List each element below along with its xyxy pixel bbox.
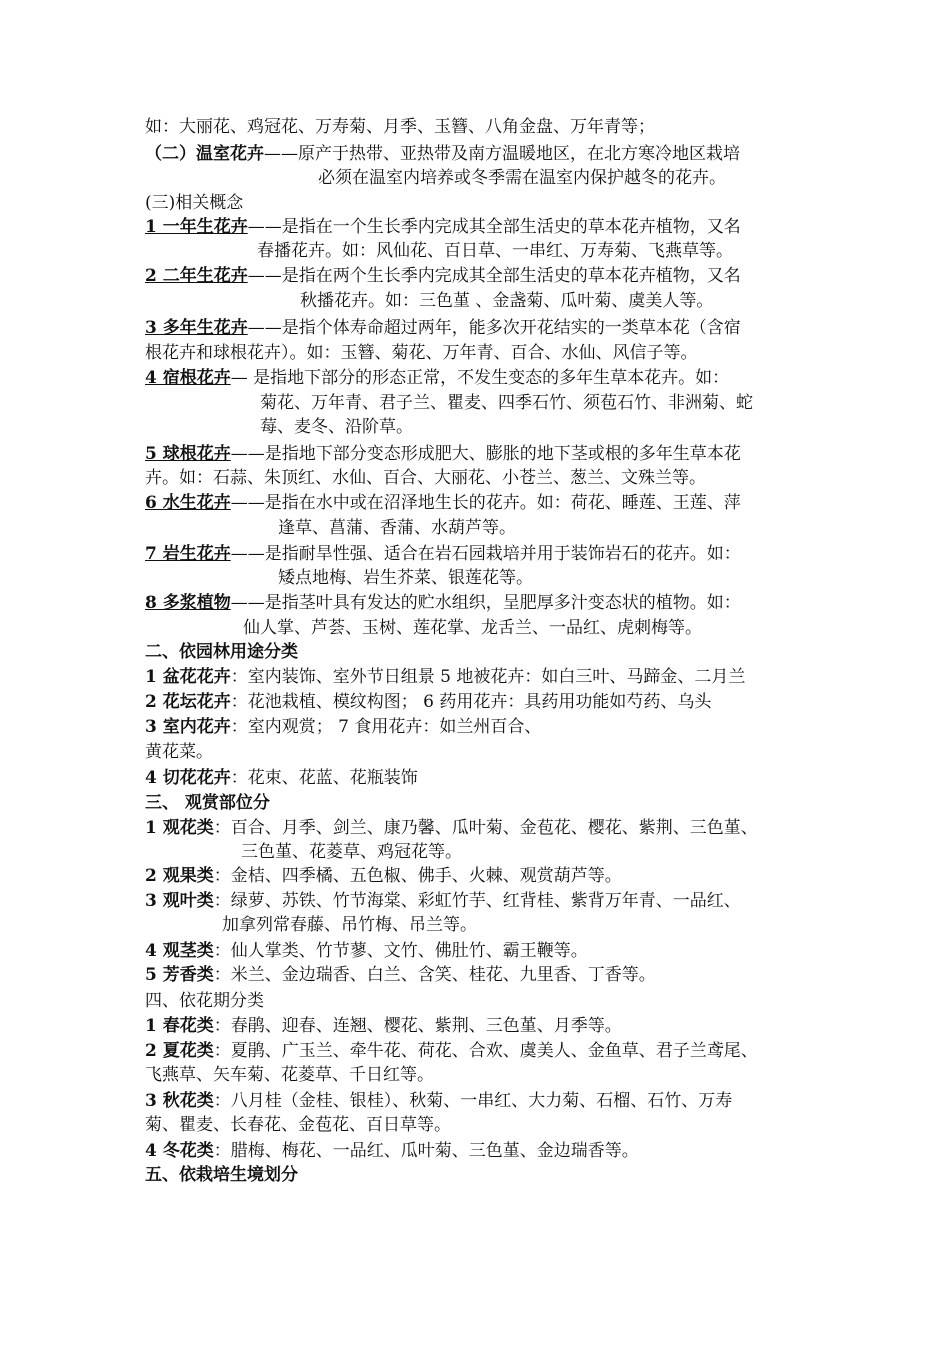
section-heading: 二、依园林用途分类 bbox=[145, 642, 298, 662]
term-line: 6 水生花卉——是指在水中或在沼泽地生长的花卉。如：荷花、睡莲、王莲、萍 bbox=[145, 493, 741, 513]
section-heading: 五、依栽培生境划分 bbox=[145, 1165, 298, 1185]
heading-greenhouse-flowers: （二）温室花卉——原产于热带、亚热带及南方温暖地区，在北方寒冷地区栽培 bbox=[145, 144, 740, 164]
text-line: 秋播花卉。如：三色堇 、金盏菊、瓜叶菊、虞美人等。 bbox=[300, 291, 714, 311]
term-line: 3 多年生花卉——是指个体寿命超过两年，能多次开花结实的一类草本花（含宿 bbox=[145, 318, 741, 338]
term-line: 1 一年生花卉——是指在一个生长季内完成其全部生活史的草本花卉植物，又名 bbox=[145, 217, 741, 237]
category-line: 4 冬花类：腊梅、梅花、一品红、瓜叶菊、三色堇、金边瑞香等。 bbox=[145, 1141, 639, 1161]
text-line: 矮点地梅、岩生芥菜、银莲花等。 bbox=[278, 568, 533, 588]
category-line: 3 秋花类：八月桂（金桂、银桂）、秋菊、一串红、大力菊、石榴、石竹、万寿 bbox=[145, 1091, 733, 1111]
term-line: 4 宿根花卉— 是指地下部分的形态正常，不发生变态的多年生草本花卉。如： bbox=[145, 368, 730, 388]
section-heading: 三、 观赏部位分 bbox=[145, 793, 270, 813]
term-line: 2 二年生花卉——是指在两个生长季内完成其全部生活史的草本花卉植物，又名 bbox=[145, 266, 741, 286]
text-line: 逢草、菖蒲、香蒲、水葫芦等。 bbox=[278, 518, 516, 538]
section-heading: (三)相关概念 bbox=[145, 193, 244, 213]
text-line: 加拿列常春藤、吊竹梅、吊兰等。 bbox=[222, 915, 477, 935]
text-line: 菊花、万年青、君子兰、瞿麦、四季石竹、须苞石竹、非洲菊、蛇 bbox=[260, 393, 753, 413]
text-line: 黄花菜。 bbox=[145, 742, 213, 762]
text-line: 春播花卉。如：风仙花、百日草、一串红、万寿菊、飞燕草等。 bbox=[257, 241, 733, 261]
category-line: 2 观果类：金桔、四季橘、五色椒、佛手、火棘、观赏葫芦等。 bbox=[145, 866, 622, 886]
text-line: 飞燕草、矢车菊、花菱草、千日红等。 bbox=[145, 1065, 434, 1085]
text-line: 必须在温室内培养或冬季需在温室内保护越冬的花卉。 bbox=[318, 168, 726, 188]
text-line: 卉。如：石蒜、朱顶红、水仙、百合、大丽花、小苍兰、葱兰、文殊兰等。 bbox=[145, 468, 706, 488]
text-line: 根花卉和球根花卉）。如：玉簪、菊花、万年青、百合、水仙、风信子等。 bbox=[145, 343, 698, 363]
text-line: 如：大丽花、鸡冠花、万寿菊、月季、玉簪、八角金盘、万年青等； bbox=[145, 117, 655, 137]
category-line: 1 观花类：百合、月季、剑兰、康乃馨、瓜叶菊、金苞花、樱花、紫荆、三色堇、 bbox=[145, 818, 758, 838]
term-line: 5 球根花卉——是指地下部分变态形成肥大、膨胀的地下茎或根的多年生草本花 bbox=[145, 444, 741, 464]
text-line: 菊、瞿麦、长春花、金苞花、百日草等。 bbox=[145, 1115, 451, 1135]
text-line: 莓、麦冬、沿阶草。 bbox=[260, 417, 413, 437]
category-line: 3 室内花卉：室内观赏； 7 食用花卉：如兰州百合、 bbox=[145, 717, 542, 737]
term-line: 7 岩生花卉——是指耐旱性强、适合在岩石园栽培并用于装饰岩石的花卉。如： bbox=[145, 544, 741, 564]
term-line: 8 多浆植物——是指茎叶具有发达的贮水组织，呈肥厚多汁变态状的植物。如： bbox=[145, 593, 741, 613]
section-heading: 四、依花期分类 bbox=[145, 991, 264, 1011]
category-line: 5 芳香类：米兰、金边瑞香、白兰、含笑、桂花、九里香、丁香等。 bbox=[145, 965, 656, 985]
text-line: 三色堇、花菱草、鸡冠花等。 bbox=[241, 842, 462, 862]
category-line: 4 切花花卉：花束、花蓝、花瓶装饰 bbox=[145, 768, 418, 788]
category-line: 2 花坛花卉：花池栽植、模纹构图； 6 药用花卉：具药用功能如芍药、乌头 bbox=[145, 692, 712, 712]
category-line: 1 盆花花卉：室内装饰、室外节日组景 5 地被花卉：如白三叶、马蹄金、二月兰 bbox=[145, 667, 746, 687]
text-line: 仙人掌、芦荟、玉树、莲花掌、龙舌兰、一品红、虎刺梅等。 bbox=[243, 618, 702, 638]
category-line: 3 观叶类：绿萝、苏铁、竹节海棠、彩虹竹芋、红背桂、紫背万年青、一品红、 bbox=[145, 891, 741, 911]
category-line: 1 春花类：春鹃、迎春、连翘、樱花、紫荆、三色堇、月季等。 bbox=[145, 1016, 622, 1036]
category-line: 4 观茎类：仙人掌类、竹节蓼、文竹、佛肚竹、霸王鞭等。 bbox=[145, 941, 588, 961]
category-line: 2 夏花类：夏鹃、广玉兰、牵牛花、荷花、合欢、虞美人、金鱼草、君子兰鸢尾、 bbox=[145, 1041, 758, 1061]
